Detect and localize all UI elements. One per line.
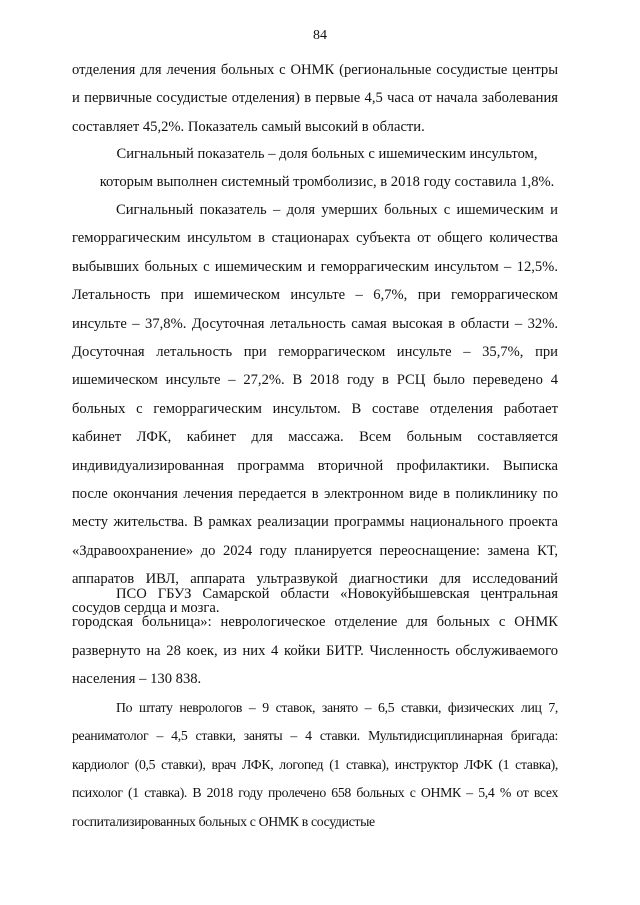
page-number: 84 [313,28,327,43]
paragraph-5: По штату неврологов – 9 ставок, занято – 6,5 ставки, физических лиц 7, реаниматолог – 4,5 ставки, заняты – 4 ставки. Мультидисциплинарная бригада: кардиолог (0,5 ставки), врач ЛФК, логопед (1 ставка), инструктор ЛФК (1 ставка), психолог (1 ставка). В 2018 году пролечено 658 больных с ОНМК – 5,4 % от всех госпитализированных больных с ОНМК в сосудистые [72,700,558,829]
paragraph-4: ПСО ГБУЗ Самарской области «Новокуйбышевская центральная городская больница»: неврологическое отделение для больных с ОНМК развернуто на 28 коек, из них 4 койки БИТР. Численность обслуживаемого населения – 130 838. [72,586,558,688]
paragraph-3: Сигнальный показатель – доля умерших больных с ишемическим и геморрагическим инсультом в стационарах субъекта от общего количества выбывших больных с ишемическим и геморрагическим инсультом – 12,5%. Летальность при ишемическом инсульте – 6,7%, при геморрагическом инсульте – 37,8%. Досуточная летальность самая высокая в области – 32%. Досуточная летальность при геморрагическом инсульте – 35,7%, при ишемическом инсульте – 27,2%. В 2018 году в РСЦ было переведено 4 больных с геморрагическим инсультом. В составе отделения работает кабинет ЛФК, кабинет для массажа. Всем больным составляется индивидуализированная программа вторичной профилактики. Выписка после окончания лечения передается в электронном виде в поликлинику по месту жительства. В рамках реализации программы национального проекта «Здравоохранение» до 2024 году планируется переоснащение: замена КТ, аппаратов ИВЛ, аппарата ультразвукой диагностики для исследований сосудов сердца и мозга. [72,202,558,616]
paragraph-1: отделения для лечения больных с ОНМК (региональные сосудистые центры и первичные сосудистые отделения) в первые 4,5 часа от начала заболевания составляет 45,2%. Показатель самый высокий в области. [72,62,558,135]
paragraph-2: Сигнальный показатель – доля больных с ишемическим инсультом, которым выполнен системный тромболизис, в 2018 году составила 1,8%. [99,146,555,191]
